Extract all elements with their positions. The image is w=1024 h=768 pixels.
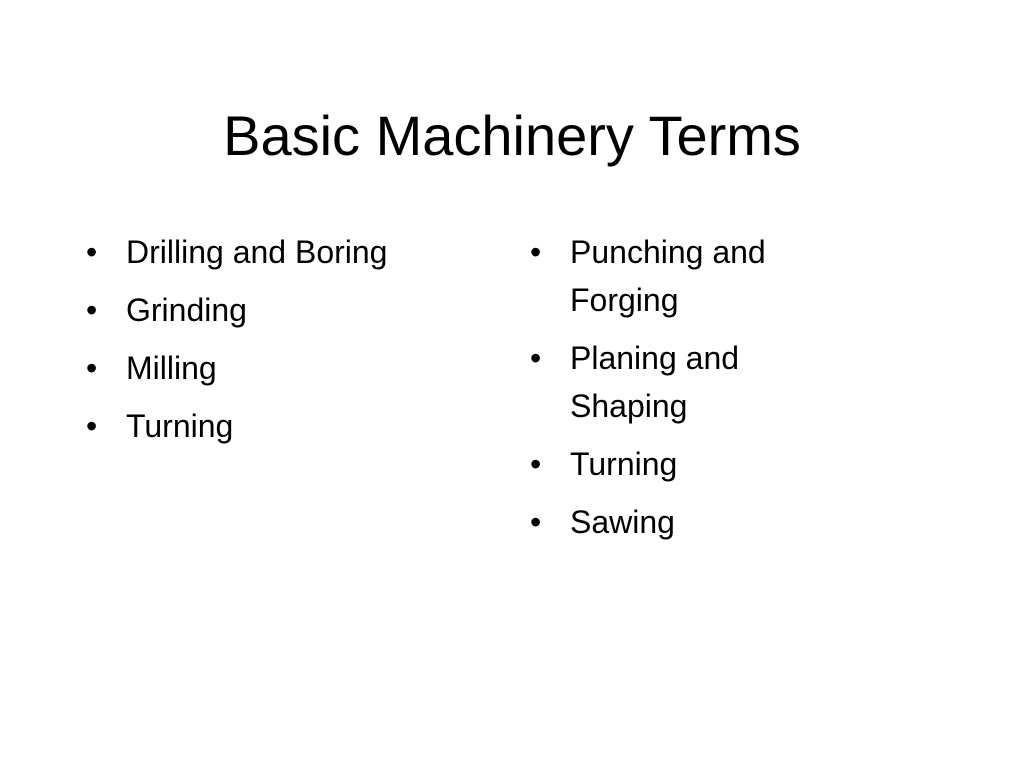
list-item-label: Turning <box>570 446 678 482</box>
right-bullet-list <box>530 228 830 556</box>
bullet-icon: • <box>530 234 542 270</box>
bullet-icon: • <box>86 234 98 270</box>
list-item <box>530 228 830 324</box>
list-item-label: Drilling and Boring <box>126 234 388 270</box>
list-item <box>530 334 830 430</box>
bullet-icon: • <box>86 408 98 444</box>
list-item <box>86 228 486 276</box>
list-item <box>530 498 830 546</box>
bullet-icon: • <box>530 446 542 482</box>
list-item-label: Planing and Shaping <box>570 340 740 424</box>
list-item-label: Punching and Forging <box>570 234 766 318</box>
bullet-icon: • <box>86 292 98 328</box>
left-bullet-list <box>86 228 486 460</box>
list-item <box>86 402 486 450</box>
list-item <box>86 286 486 334</box>
bullet-icon: • <box>530 504 542 540</box>
list-item-label: Milling <box>126 350 217 386</box>
list-item-label: Grinding <box>126 292 247 328</box>
list-item-label: Turning <box>126 408 234 444</box>
list-item <box>86 344 486 392</box>
bullet-icon: • <box>86 350 98 386</box>
list-item <box>530 440 830 488</box>
slide-title: Basic Machinery Terms <box>223 104 801 167</box>
bullet-icon: • <box>530 340 542 376</box>
list-item-label: Sawing <box>570 504 675 540</box>
